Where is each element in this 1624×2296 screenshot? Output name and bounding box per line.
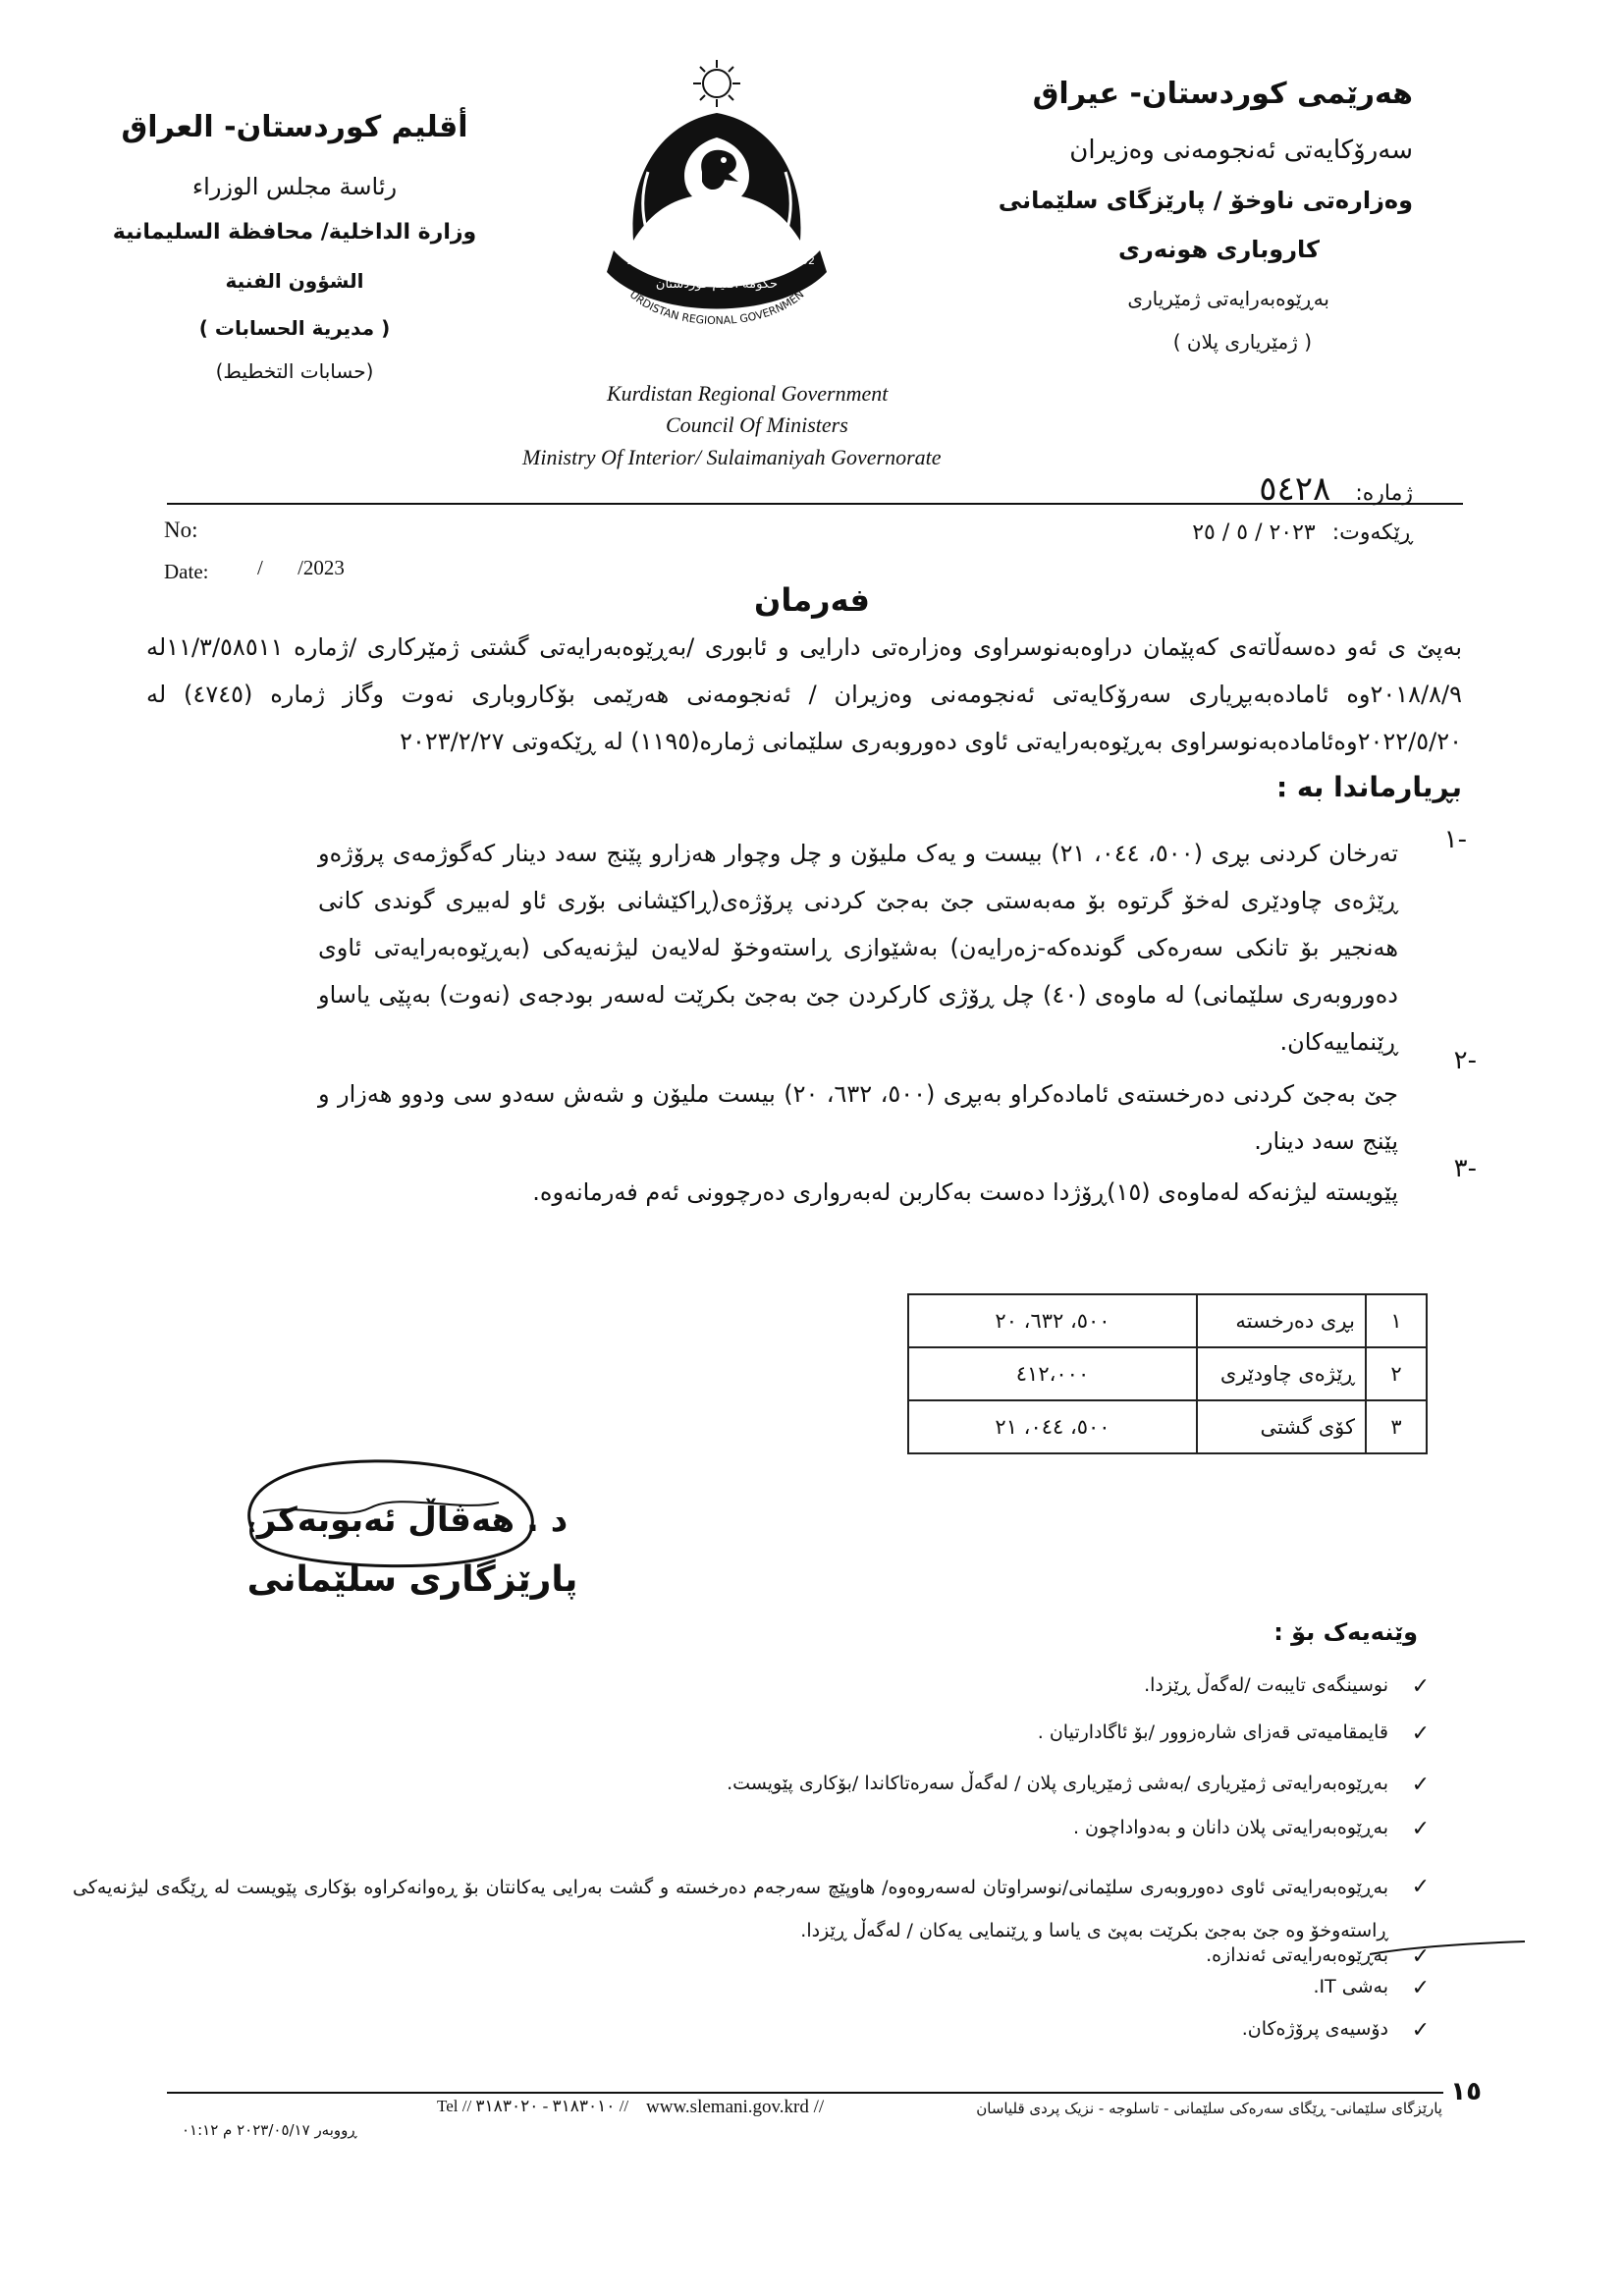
checkmark-icon: ✓	[1411, 2018, 1430, 2043]
footer-website: www.slemani.gov.krd //	[646, 2097, 825, 2117]
krg-emblem-logo	[569, 54, 864, 339]
checkmark-icon: ✓	[1411, 1674, 1430, 1699]
emblem-ring-text: URDISTAN REGIONAL GOVERNMEN	[626, 288, 807, 328]
checkmark-icon: ✓	[1411, 1944, 1430, 1969]
section-arabic: (حسابات التخطيط)	[215, 359, 374, 383]
decision-heading: بڕیارماندا بە :	[1275, 771, 1462, 803]
table-row	[908, 1347, 1427, 1400]
footer-address: پارێزگای سلێمانی- ڕێگای سەرەکی سلێمانی - تاسلوجە - نزیک پردی قلیاسان	[976, 2100, 1442, 2117]
item-1-text: تەرخان کردنی بڕی (٥٠٠، ٠٤٤، ٢١) بیست و یەک ملیۆن و چل وچوار هەزارو پێنج سەد دینار کەگوژمەی پرۆژەو ڕێژەی چاودێری لەخۆ گرتوە بۆ مەبەستی جێ بەجێ کردنی پرۆژەی(ڕاکێشانی بۆری ئاو لەبیری گوندی کانی هەنجیر بۆ تانکی سەرەکی گوندەکە-زەرایەن) بەشێوازی ڕاستەوخۆ لەلایەن لیژنەیەکی (بەڕێوەبەرایەتی ئاوی دەوروبەری سلێمانی) لە ماوەی (٤٠) چل ڕۆژی کارکردن جێ بەجێ بکرێت لەسەر بودجەی (نەوت) بەپێی یاساو ڕێنماییەکان.	[318, 840, 1399, 1056]
ref-date-label: ڕێکەوت:	[1331, 520, 1413, 545]
ref-number-label: ژمارە:	[1355, 481, 1413, 506]
checkmark-icon: ✓	[1411, 1773, 1430, 1797]
copies-heading: وێنەیەک بۆ :	[1273, 1618, 1418, 1646]
handwritten-stroke	[1370, 1940, 1527, 1959]
ministry-arabic: وزارة الداخلية/ محافظة السليمانية	[112, 220, 477, 245]
table-cell-num: ١	[1366, 1294, 1427, 1347]
no-label: No:	[164, 518, 198, 542]
table-cell-num: ٢	[1366, 1347, 1427, 1400]
copy-item: ✓ بەشی IT.	[1313, 1976, 1430, 2000]
table-row	[908, 1294, 1427, 1347]
table-cell-value: ٥٠٠، ٠٤٤، ٢١	[908, 1400, 1197, 1453]
checkmark-icon: ✓	[1411, 1875, 1430, 1899]
summary-table	[907, 1293, 1428, 1454]
region-title-kurdish: هەرێمی کوردستان- عیراق	[1032, 77, 1413, 111]
signatory-title: پارێزگاری سلێمانی	[246, 1559, 578, 1600]
checkmark-icon: ✓	[1411, 1817, 1430, 1841]
copy-item: ✓ بەڕێوەبەرایەتی پلان دانان و بەدواداچون .	[1072, 1817, 1430, 1841]
checkmark-icon: ✓	[1411, 1722, 1430, 1746]
footer-divider	[167, 2092, 1443, 2094]
date-label-en: Date:	[164, 560, 209, 583]
emblem-year-left: 1992	[626, 254, 654, 267]
directorate-kurdish: بەڕێوەبەرایەتی ژمێریاری	[1127, 287, 1329, 310]
table-row	[908, 1400, 1427, 1453]
signatory-name: د . هەڤاڵ ئەبوبەکر	[256, 1501, 568, 1540]
table-cell-label: کۆی گشتی	[1197, 1400, 1366, 1453]
checkmark-icon: ✓	[1411, 1976, 1430, 2000]
header-divider	[167, 503, 1463, 505]
table-cell-label: بڕی دەرخستە	[1197, 1294, 1366, 1347]
footer-page-number: ١٥	[1450, 2077, 1482, 2106]
table-cell-value: ٥٠٠، ٦٣٢، ٢٠	[908, 1294, 1197, 1347]
department-kurdish: کاروباری هونەری	[1118, 236, 1320, 263]
item-1-number: ١-	[1443, 825, 1467, 854]
copy-item: ✓ دۆسیەی پرۆژەکان.	[1241, 2018, 1430, 2043]
table-cell-num: ٣	[1366, 1400, 1427, 1453]
footer-phone: Tel // ٣١٨٣٠١٠ - ٣١٨٣٠٢٠ //	[437, 2097, 629, 2115]
department-arabic: الشؤون الفنية	[225, 269, 364, 293]
emblem-year-right: 1992	[787, 254, 815, 267]
ministry-kurdish: وەزارەتی ناوخۆ / پارێزگای سلێمانی	[998, 187, 1413, 214]
english-header-line1: Kurdistan Regional Government	[607, 381, 889, 406]
english-header-line3: Ministry Of Interior/ Sulaimaniyah Governorate	[522, 445, 942, 469]
table-cell-value: ٤١٢،٠٠٠	[908, 1347, 1197, 1400]
council-arabic: رئاسة مجلس الوزراء	[191, 173, 398, 200]
copy-item: ✓ بەڕێوەبەرایەتی ئەندازە.	[1206, 1944, 1430, 1969]
copy-item: ✓ نوسینگەی تایبەت /لەگەڵ ڕێزدا.	[1144, 1674, 1430, 1699]
intro-paragraph: بەپێ ی ئەو دەسەڵاتەی کەپێمان دراوەبەنوسراوی وەزارەتی دارایی و ئابوری /بەڕێوەبەرایەتی گشتی ژمێرکاری /ژمارە ١١/٣/٥٨٥١١لە ٢٠١٨/٨/٩وە ئامادەبەبڕیاری سەرۆکایەتی ئەنجومەنی وەزیران / ئەنجومەنی هەرێمی بۆکاروباری نەوت وگاز ژمارە (٤٧٤٥) لە ٢٠٢٢/٥/٢٠وەئامادەبەنوسراوی بەڕێوەبەرایەتی ئاوی دەوروبەری سلێمانی ژمارە(١١٩٥) لە ڕێکەوتی ٢٠٢٣/٢/٢٧	[146, 633, 1462, 755]
date-value-en: / /2023	[257, 556, 345, 579]
council-kurdish: سەرۆکایەتی ئەنجومەنی وەزیران	[1069, 136, 1413, 165]
document-title: فەرمان	[754, 581, 870, 619]
item-3-number: ٣-	[1453, 1154, 1477, 1183]
copy-item: ✓ قایمقامیەتی قەزای شارەزوور /بۆ ئاگادارتیان .	[1037, 1722, 1430, 1746]
english-header-line2: Council Of Ministers	[666, 412, 848, 437]
table-cell-label: ڕێژەی چاودێری	[1197, 1347, 1366, 1400]
ref-number-value: ٥٤٢٨	[1259, 469, 1331, 509]
copy-item: ✓ بەڕێوەبەرایەتی ئاوی دەوروبەری سلێمانی/نوسراوتان لەسەروەوە/ هاوپێچ سەرجەم دەرخستە و گشت بەرایی یەکانتان بۆ ڕەوانەکراوە بۆکاری پێویست لە ڕێگەی لیژنەیەکی ڕاستەوخۆ وە جێ بەجێ بکرێت بەپێ ی یاسا و ڕێنمایی یەکان / لەگەڵ ڕێزدا.	[73, 1866, 1388, 1952]
emblem-ribbon-text: حكومة اقليم كوردستان	[655, 277, 779, 292]
footer-copy-note: ڕووبەر ٢٠٢٣/٠٥/١٧ م ٠١:١٢	[182, 2121, 357, 2139]
item-2-text: جێ بەجێ کردنی دەرخستەی ئامادەکراو بەبڕی (٥٠٠، ٦٣٢، ٢٠) بیست ملیۆن و شەش سەدو سی ودوو هەزار و پێنج سەد دینار.	[318, 1080, 1399, 1155]
ref-date-value: ٢٠٢٣ / ٥ / ٢٥	[1192, 520, 1316, 545]
region-title-arabic: أقليم كوردستان- العراق	[121, 110, 468, 144]
item-2-number: ٢-	[1453, 1046, 1477, 1075]
ref-date	[1040, 520, 1413, 545]
section-kurdish: ( ژمێریاری پلان )	[1172, 330, 1312, 354]
copy-item: ✓ بەڕێوەبەرایەتی ژمێریاری /بەشی ژمێریاری پلان / لەگەڵ سەرەتاکاندا /بۆکاری پێویست.	[727, 1773, 1430, 1797]
item-3-text: پێویستە لیژنەکە لەماوەی (١٥)ڕۆژدا دەست بەکاربن لەبەرواری دەرچوونی ئەم فەرمانەوە.	[532, 1178, 1398, 1206]
directorate-arabic: ( مديرية الحسابات )	[198, 316, 391, 340]
